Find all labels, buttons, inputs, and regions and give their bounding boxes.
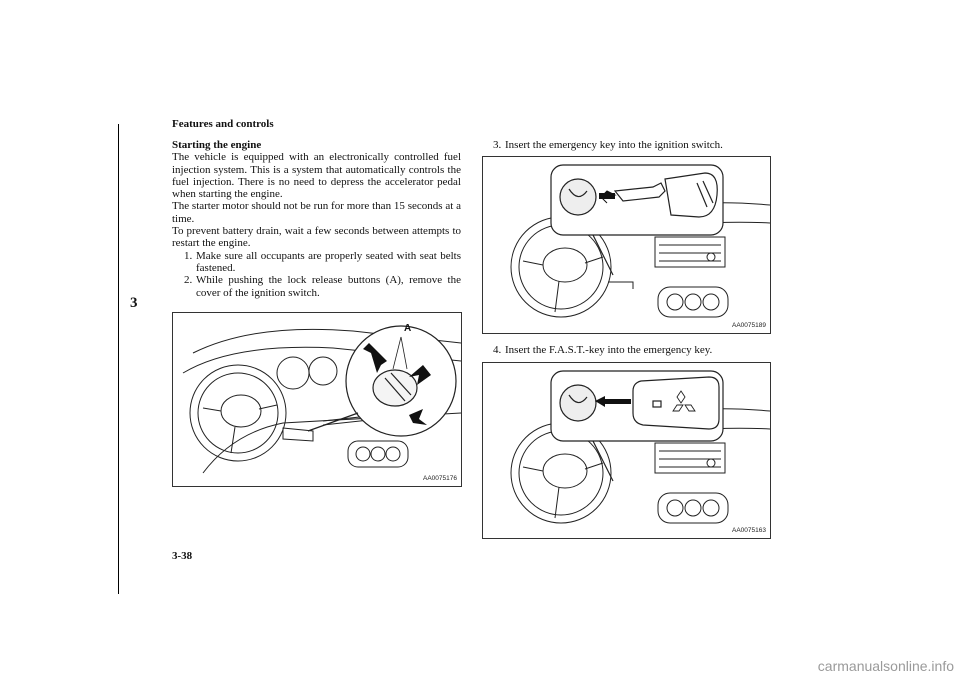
step-number: 1. — [184, 249, 193, 262]
step-text: Make sure all occupants are properly seated with seat belts fastened. — [196, 249, 461, 274]
chapter-number: 3 — [130, 295, 138, 311]
section-title: Starting the engine — [172, 139, 262, 151]
figure-fast-key — [482, 362, 771, 539]
step-number: 3. — [493, 139, 502, 151]
figure-ignition-cover — [172, 312, 462, 487]
step-text: Insert the emergency key into the ignition switch. — [505, 139, 723, 151]
step-list — [172, 250, 461, 299]
fast-key-illustration — [483, 363, 770, 538]
paragraph-fuel-injection: The vehicle is equipped with an electronically controlled fuel injection system. This is a system that automatically controls the fuel injection. There is no need to depress the accelerator pedal when starting the engine. — [172, 151, 461, 201]
paragraph-battery-drain: To prevent battery drain, wait a few seconds between attempts to restart the engine. — [172, 225, 461, 250]
step-item-3 — [493, 139, 778, 151]
paragraph-starter-motor: The starter motor should not be run for more than 15 seconds at a time. — [172, 200, 461, 225]
figure-code: AA0075176 — [423, 475, 457, 482]
callout-label: A — [404, 323, 412, 334]
emergency-key-illustration — [483, 157, 770, 333]
step-item-1 — [184, 250, 461, 275]
figure-code: AA0075189 — [732, 322, 766, 329]
dashboard-illustration — [173, 313, 461, 486]
step-number: 2. — [184, 274, 193, 287]
page-number: 3-38 — [172, 550, 193, 562]
step-number: 4. — [493, 344, 502, 356]
step-text: Insert the F.A.S.T.-key into the emergency key. — [505, 344, 713, 356]
left-column — [172, 139, 461, 299]
section-header: Features and controls — [172, 118, 274, 130]
step-text: While pushing the lock release buttons (A), remove the cover of the ignition switch. — [196, 274, 461, 299]
chapter-divider — [118, 124, 119, 594]
step-item-4 — [493, 344, 778, 356]
figure-emergency-key — [482, 156, 771, 334]
step-item-2 — [184, 274, 461, 299]
figure-code: AA0075163 — [732, 527, 766, 534]
watermark: carmanualsonline.info — [817, 658, 954, 674]
